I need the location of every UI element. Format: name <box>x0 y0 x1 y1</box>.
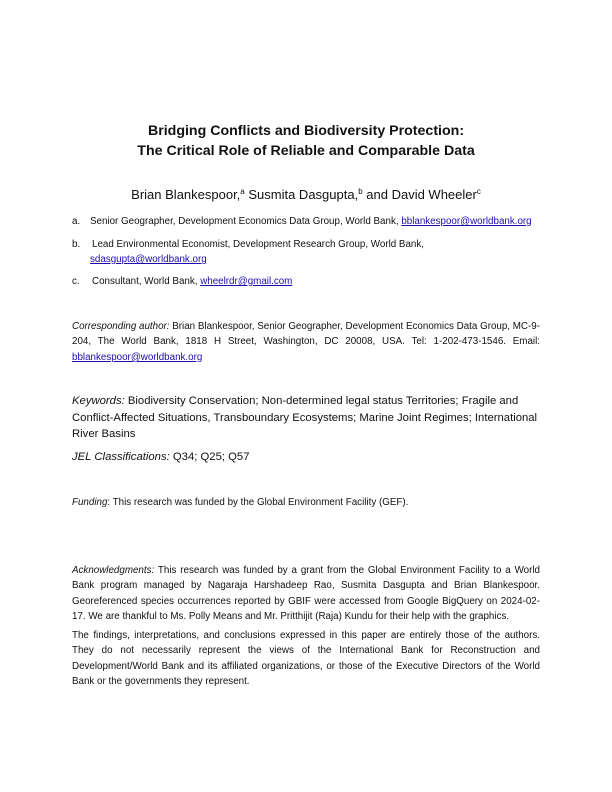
title-line-1: Bridging Conflicts and Biodiversity Protection: <box>147 123 465 139</box>
jel-label: JEL Classifications: <box>72 451 170 463</box>
affiliation-b <box>72 237 542 267</box>
funding-text: : This research was funded by the Global Environment Facility (GEF). <box>107 497 409 508</box>
paper-title <box>72 121 540 161</box>
affiliation-a-text: Senior Geographer, Development Economics Data Group, World Bank, <box>90 216 402 227</box>
title-line-2: The Critical Role of Reliable and Comparable Data <box>137 143 475 159</box>
affiliation-a-email-link[interactable]: bblankespoor@worldbank.org <box>401 216 532 227</box>
keywords-label: Keywords: <box>72 395 125 407</box>
acknowledgments-text: This research was funded by a grant from the Global Environment Facility to a World Bank program managed by Nagaraja Harshadeep Rao, Susmita Dasgupta and Brian Blankespoor. Georeferenced species occurrences reported by GBIF were accessed from Google BigQuery on 2024-02-17. We are thankful to Ms. Polly Means and Mr. Pritthijit (Raja) Kundu for their help with the graphics. <box>72 565 540 623</box>
disclaimer-paragraph: The findings, interpretations, and conclusions expressed in this paper are entirely those of the authors. They do not necessarily represent the views of the International Bank for Reconstruction and Development/World Bank and its affiliated organizations, or those of the Executive Directors of the World Bank or the governments they represent. <box>72 630 540 688</box>
author-2-sup: b <box>358 187 363 196</box>
keywords-text: Biodiversity Conservation; Non-determined legal status Territories; Fragile and Conflict-Affected Situations, Transboundary Ecosystems; Marine Joint Regimes; International River Basins <box>72 395 538 440</box>
affiliation-c-text: Consultant, World Bank, <box>92 276 201 287</box>
jel-paragraph <box>72 449 540 466</box>
affiliation-a-tag: a. <box>72 216 81 227</box>
author-2-name: Susmita Dasgupta, <box>244 187 359 202</box>
funding-label: Funding <box>72 497 108 508</box>
affiliation-b-email-link[interactable]: sdasgupta@worldbank.org <box>90 254 207 265</box>
affiliation-c-email-link[interactable]: wheelrdr@gmail.com <box>200 276 293 287</box>
corresponding-author-text: Brian Blankespoor, Senior Geographer, Development Economics Data Group, MC-9-204, The World Bank, 1818 H Street, Washington, DC 20008, USA. Tel: 1-202-473-1546. Email: <box>72 321 540 348</box>
affiliation-b-tag: b. <box>72 239 81 250</box>
corresponding-author-label: Corresponding author: <box>72 321 170 332</box>
keywords-paragraph <box>72 393 540 443</box>
corresponding-author-paragraph <box>72 319 540 365</box>
author-3-name: and David Wheeler <box>362 187 477 202</box>
author-3-sup: c <box>476 187 481 196</box>
author-1-name: Brian Blankespoor, <box>131 187 241 202</box>
affiliation-b-text: Lead Environmental Economist, Development Research Group, World Bank, <box>92 239 424 250</box>
affiliation-a <box>72 214 542 229</box>
funding-paragraph <box>72 495 540 510</box>
corresponding-author-email-link[interactable]: bblankespoor@worldbank.org <box>72 351 203 363</box>
acknowledgments-paragraph <box>72 563 540 625</box>
jel-text: Q34; Q25; Q57 <box>169 451 250 463</box>
acknowledgments-label: Acknowledgments: <box>72 565 155 576</box>
author-1-sup: a <box>240 187 245 196</box>
affiliation-c-tag: c. <box>72 276 80 287</box>
affiliation-c <box>72 274 542 289</box>
author-list <box>72 186 540 204</box>
